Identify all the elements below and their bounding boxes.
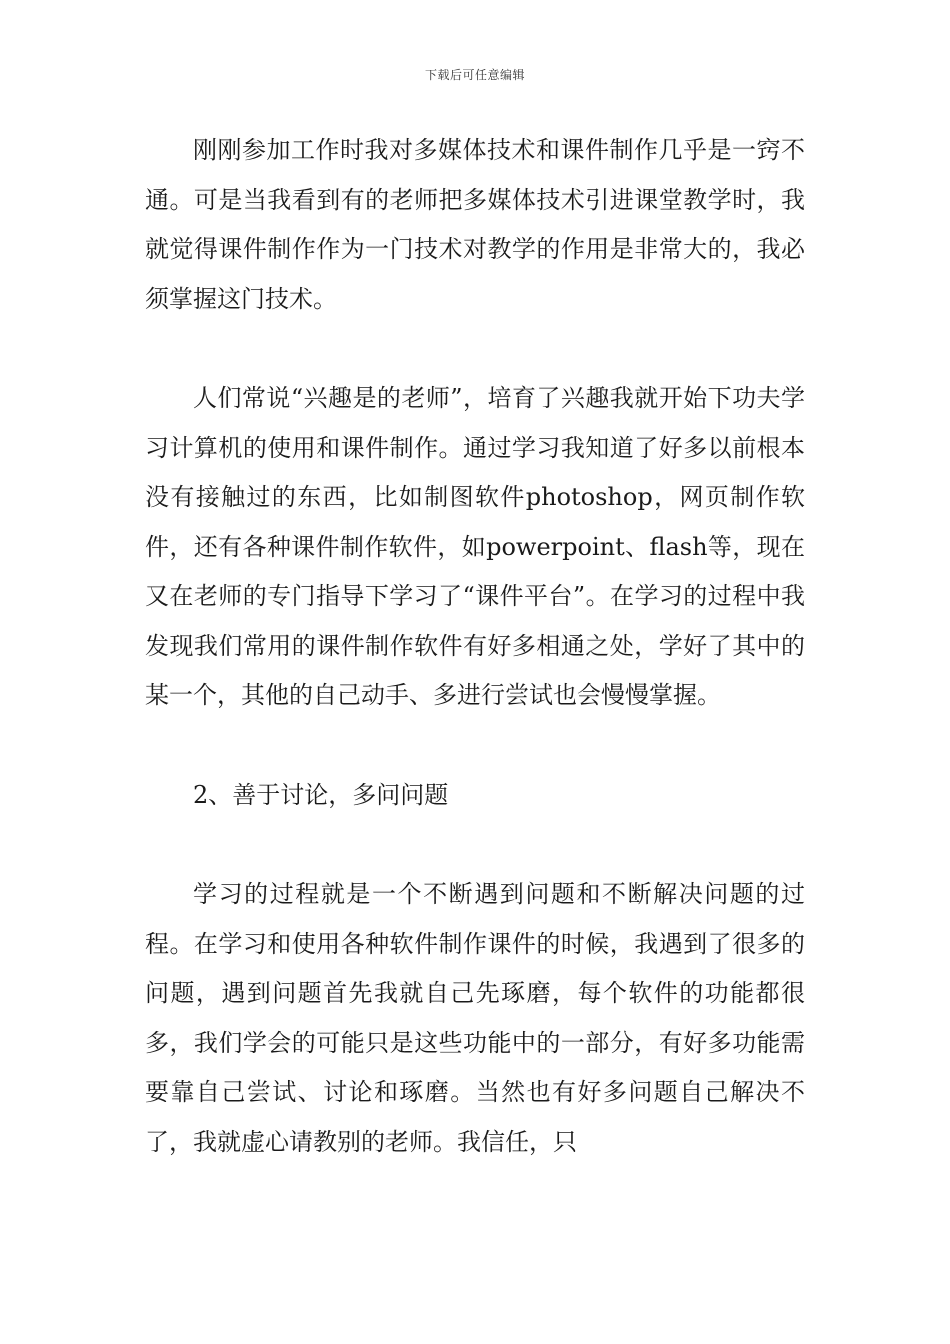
paragraph-intro: 刚刚参加工作时我对多媒体技术和课件制作几乎是一窍不通。可是当我看到有的老师把多媒体技术引进课堂教学时，我就觉得课件制作作为一门技术对教学的作用是非常大的，我必须掌握这门技术。 xyxy=(145,136,805,313)
paragraph-discussion: 学习的过程就是一个不断遇到问题和不断解决问题的过程。在学习和使用各种软件制作课件的时候，我遇到了很多的问题，遇到问题首先我就自己先琢磨，每个软件的功能都很多，我们学会的可能只是这些功能中的一部分，有好多功能需要靠自己尝试、讨论和琢磨。当然也有好多问题自己解决不了，我就虚心请教别的老师。我信任，只 xyxy=(145,880,805,1156)
page-header: 下载后可任意编辑 xyxy=(424,68,525,82)
section-heading: 2、善于讨论，多问问题 xyxy=(193,780,449,809)
paragraph-interest: 人们常说“兴趣是的老师”，培育了兴趣我就开始下功夫学习计算机的使用和课件制作。通过学习我知道了好多以前根本没有接触过的东西，比如制图软件photoshop，网页制作软件，还有各种课件制作软件，如powerpoint、flash等，现在又在老师的专门指导下学习了“课件平台”。在学习的过程中我发现我们常用的课件制作软件有好多相通之处，学好了其中的某一个，其他的自己动手、多进行尝试也会慢慢掌握。 xyxy=(145,384,805,709)
document-body xyxy=(145,126,805,1167)
